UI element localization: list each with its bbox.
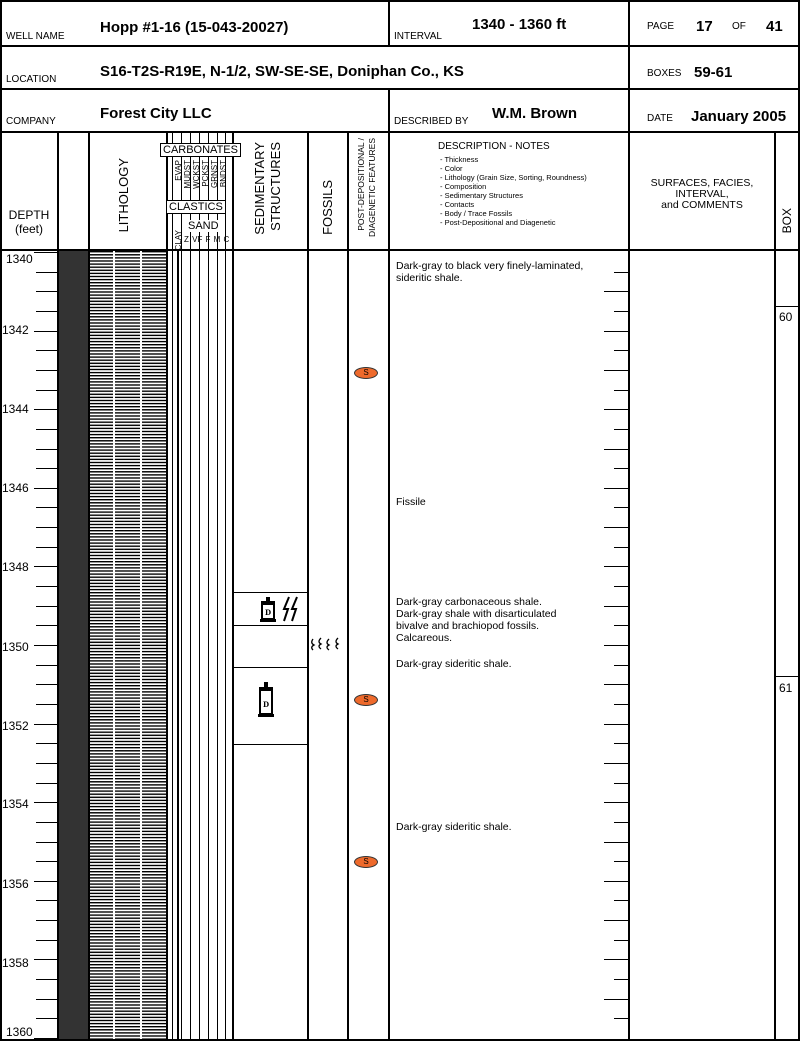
description-1349 (396, 596, 556, 644)
description-tick (604, 449, 628, 450)
depth-minor-tick (36, 920, 57, 921)
lithology-header: LITHOLOGY (116, 158, 131, 233)
description-tick (604, 802, 628, 803)
description-tick (604, 370, 628, 371)
depth-label-1354: 1354 (2, 797, 29, 811)
description-tick (604, 291, 628, 292)
depth-minor-tick (36, 842, 57, 843)
depth-minor-tick (36, 468, 57, 469)
surfaces-header-line2: INTERVAL, (675, 188, 729, 200)
page-bottom-border (0, 1039, 800, 1041)
col-divider-desc (388, 131, 390, 1039)
description-tick (614, 468, 628, 469)
header-top-border (0, 0, 800, 2)
depth-minor-tick (36, 763, 57, 764)
depth-minor-tick (36, 527, 57, 528)
description-tick (614, 429, 628, 430)
desc-header (438, 141, 587, 227)
depth-minor-tick (36, 586, 57, 587)
depth-label-1344: 1344 (2, 402, 29, 416)
depth-minor-tick (36, 429, 57, 430)
col-divider-fossils (307, 131, 309, 1039)
description-tick (614, 625, 628, 626)
description-tick (604, 842, 628, 843)
carb-grnst: GRNST (210, 160, 219, 188)
sed-structures-header-1: SEDIMENTARY (252, 142, 267, 235)
depth-major-tick (34, 1038, 57, 1039)
description-tick (604, 566, 628, 567)
carb-mudst: MUDST (183, 160, 192, 189)
grain-line-7 (225, 131, 226, 1039)
desc-note: - Color (440, 164, 463, 173)
depth-major-tick (34, 802, 57, 803)
sed-interval-line-1 (232, 592, 307, 593)
depth-major-tick (34, 488, 57, 489)
description-tick (604, 920, 628, 921)
slickenside-icon (282, 596, 300, 622)
depth-minor-tick (36, 350, 57, 351)
description-tick (614, 272, 628, 273)
description-tick (604, 527, 628, 528)
desc-note: - Contacts (440, 200, 475, 209)
header-divider-right (628, 0, 630, 131)
description-tick (604, 999, 628, 1000)
depth-major-tick (34, 409, 57, 410)
interval-value: 1340 - 1360 ft (472, 16, 567, 33)
boxes-value: 59-61 (694, 64, 733, 81)
surfaces-header-line3: and COMMENTS (661, 199, 743, 211)
description-tick (614, 390, 628, 391)
sand-label: SAND (188, 220, 219, 232)
depth-minor-tick (36, 390, 57, 391)
col-divider-postdep (347, 131, 349, 1039)
grain-size-labels: Z VF F M C (184, 235, 230, 244)
description-tick (614, 940, 628, 941)
siderite-icon: S (354, 694, 378, 706)
description-tick (604, 724, 628, 725)
description-fissile: Fissile (396, 496, 426, 508)
of-label: OF (732, 21, 746, 32)
boxes-label: BOXES (647, 68, 682, 79)
box-header: BOX (780, 208, 794, 234)
depth-header-unit: (feet) (14, 222, 43, 236)
described-by-value: W.M. Brown (492, 105, 577, 122)
carb-wckst: WCKST (192, 160, 201, 189)
depth-minor-tick (36, 900, 57, 901)
siderite-icon: S (354, 856, 378, 868)
description-tick (604, 959, 628, 960)
depth-minor-tick (36, 449, 57, 450)
depth-header (2, 208, 56, 236)
postdep-header-2: DIAGENETIC FEATURES (367, 138, 377, 238)
core-recovery-bar (59, 251, 88, 1039)
page-number: 17 (696, 18, 713, 35)
desc-note: - Post-Depositional and Diagenetic (440, 218, 556, 227)
header-divider-1 (388, 0, 390, 45)
carb-bndst: BNDST (219, 160, 228, 188)
description-tick (614, 507, 628, 508)
description-tick (604, 763, 628, 764)
description-tick (604, 331, 628, 332)
depth-minor-tick (36, 311, 57, 312)
carb-pckst: PCKST (201, 160, 210, 187)
brachiopod-fossil-icon (310, 635, 346, 653)
desc-header-title: DESCRIPTION - NOTES (438, 141, 550, 152)
depth-major-tick (34, 331, 57, 332)
description-line: Dark-gray to black very finely-laminated, (396, 260, 584, 272)
box-marker-line-61 (774, 676, 798, 677)
grain-size-bar (172, 251, 179, 1039)
depth-minor-tick (36, 1018, 57, 1019)
col-divider-grain (166, 131, 168, 1039)
location-value: S16-T2S-R19E, N-1/2, SW-SE-SE, Doniphan Co., KS (100, 63, 464, 80)
depth-minor-tick (36, 684, 57, 685)
description-tick (604, 606, 628, 607)
depth-minor-tick (36, 704, 57, 705)
carbonates-label: CARBONATES (160, 143, 241, 157)
desc-notes-list (440, 155, 587, 227)
page-total: 41 (766, 18, 783, 35)
grain-line-2 (181, 131, 182, 1039)
core-sample-symbol-2: D (262, 700, 270, 709)
described-by-label: DESCRIBED BY (394, 116, 469, 127)
depth-header-title: DEPTH (8, 208, 50, 222)
depth-minor-tick (36, 291, 57, 292)
clay-label: CLAY (174, 230, 183, 251)
description-line: bivalve and brachiopod fossils. (396, 620, 540, 632)
depth-label-1350: 1350 (2, 640, 29, 654)
depth-label-1342: 1342 (2, 323, 29, 337)
depth-minor-tick (36, 370, 57, 371)
description-tick (614, 979, 628, 980)
header-row1-border (0, 45, 800, 47)
description-tick (604, 645, 628, 646)
description-line: Dark-gray shale with disarticulated (396, 608, 557, 620)
depth-label-1352: 1352 (2, 719, 29, 733)
description-tick (614, 861, 628, 862)
description-tick (604, 409, 628, 410)
core-sample-icon-2 (256, 682, 276, 720)
box-marker-61: 61 (779, 681, 793, 695)
depth-minor-tick (36, 861, 57, 862)
depth-minor-tick (36, 547, 57, 548)
interval-label: INTERVAL (394, 31, 442, 42)
col-divider-box (774, 131, 776, 1039)
box-marker-60: 60 (779, 310, 793, 324)
depth-major-tick (34, 959, 57, 960)
sed-structures-header-2: STRUCTURES (268, 142, 283, 231)
depth-minor-tick (36, 999, 57, 1000)
depth-minor-tick (36, 822, 57, 823)
clastics-label: CLASTICS (166, 200, 226, 214)
description-1350: Dark-gray sideritic shale. (396, 658, 512, 670)
postdep-header-1: POST-DEPOSITIONAL / (356, 138, 366, 231)
desc-note: - Sedimentary Structures (440, 191, 523, 200)
description-tick (614, 822, 628, 823)
depth-minor-tick (36, 606, 57, 607)
depth-major-tick (34, 881, 57, 882)
depth-minor-tick (36, 783, 57, 784)
description-tick (614, 547, 628, 548)
fossils-header: FOSSILS (320, 180, 335, 235)
description-line: Calcareous. (396, 632, 453, 644)
depth-label-1346: 1346 (2, 481, 29, 495)
depth-label-1340: 1340 (6, 252, 33, 266)
description-tick (614, 900, 628, 901)
grain-line-6 (217, 131, 218, 1039)
depth-minor-tick (36, 625, 57, 626)
carb-evap: EVAP (174, 160, 183, 181)
grain-line-3 (190, 131, 191, 1039)
description-tick (614, 1018, 628, 1019)
description-tick (614, 311, 628, 312)
grain-line-5 (208, 131, 209, 1039)
depth-label-1356: 1356 (2, 877, 29, 891)
description-tick (604, 684, 628, 685)
date-label: DATE (647, 113, 673, 124)
well-name-label: WELL NAME (6, 31, 65, 42)
desc-note: - Thickness (440, 155, 479, 164)
description-tick (614, 743, 628, 744)
core-sample-symbol: D (264, 608, 272, 617)
page-label: PAGE (647, 21, 675, 32)
description-tick (614, 586, 628, 587)
sed-interval-line-3 (232, 667, 307, 668)
depth-label-1358: 1358 (2, 956, 29, 970)
well-name: Hopp #1-16 (15-043-20027) (100, 19, 289, 36)
description-tick (614, 704, 628, 705)
depth-major-tick (34, 645, 57, 646)
description-tick (604, 488, 628, 489)
col-divider-surfaces (628, 131, 630, 1039)
depth-label-1348: 1348 (2, 560, 29, 574)
depth-minor-tick (36, 940, 57, 941)
description-tick (614, 350, 628, 351)
col-divider-sed (232, 131, 234, 1039)
sed-interval-line-2 (232, 625, 307, 626)
company-value: Forest City LLC (100, 105, 212, 122)
surfaces-header (630, 178, 774, 211)
depth-major-tick (34, 724, 57, 725)
depth-major-tick (34, 252, 57, 253)
description-tick (604, 881, 628, 882)
box-marker-line-60 (774, 306, 798, 307)
desc-note: - Composition (440, 182, 487, 191)
description-line: sideritic shale. (396, 272, 463, 284)
surfaces-header-line1: SURFACES, FACIES, (650, 177, 754, 189)
description-1354: Dark-gray sideritic shale. (396, 821, 512, 833)
depth-minor-tick (36, 272, 57, 273)
depth-major-tick (34, 566, 57, 567)
description-tick (614, 783, 628, 784)
location-label: LOCATION (6, 74, 57, 85)
lithology-shale-pattern (90, 251, 166, 1039)
depth-minor-tick (36, 743, 57, 744)
date-value: January 2005 (691, 108, 787, 125)
grain-line-4 (199, 131, 200, 1039)
sed-interval-line-4 (232, 744, 307, 745)
depth-minor-tick (36, 507, 57, 508)
desc-note: - Lithology (Grain Size, Sorting, Roundness) (440, 173, 587, 182)
depth-label-1360: 1360 (6, 1025, 33, 1039)
description-tick (614, 665, 628, 666)
header-divider-3 (388, 88, 390, 131)
depth-minor-tick (36, 979, 57, 980)
desc-note: - Body / Trace Fossils (440, 209, 513, 218)
description-line: Dark-gray carbonaceous shale. (396, 596, 542, 608)
core-sample-icon (258, 597, 278, 623)
description-1340 (396, 260, 583, 284)
header-row2-border (0, 88, 800, 90)
depth-minor-tick (36, 665, 57, 666)
header-row3-border (0, 131, 800, 133)
siderite-icon: S (354, 367, 378, 379)
company-label: COMPANY (6, 116, 56, 127)
